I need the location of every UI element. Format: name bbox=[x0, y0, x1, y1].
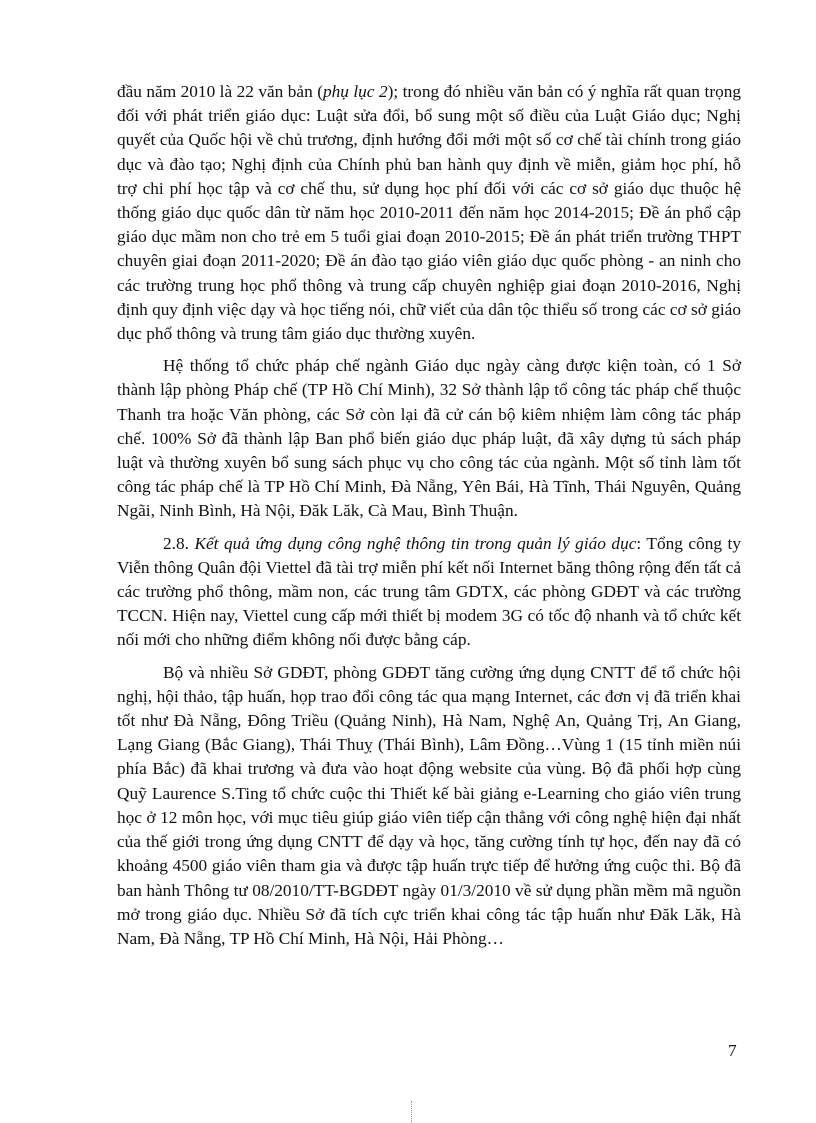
section-number: 2.8. bbox=[163, 533, 195, 553]
paragraph-section-2-8 bbox=[117, 532, 741, 653]
paragraph-legal-organization bbox=[117, 354, 741, 523]
paragraph-legal-documents bbox=[117, 80, 741, 346]
page-number: 7 bbox=[728, 1041, 737, 1060]
footer-divider bbox=[411, 1101, 412, 1123]
paragraph-text: ); trong đó nhiều văn bản có ý nghĩa rất quan trọng đối với phát triển giáo dục: Luật sửa đổi, bổ sung một số điều của Luật Giáo dục; Nghị quyết của Quốc hội về chủ trương, định hướng đổi mới một số cơ chế tài chính trong giáo dục và đào tạo; Nghị định của Chính phủ ban hành quy định về miễn, giảm học phí, hỗ trợ chi phí học tập và cơ chế thu, sử dụng học phí đối với các cơ sở giáo dục thuộc hệ thống giáo dục quốc dân từ năm học 2010-2011 đến năm học 2014-2015; Đề án phổ cập giáo dục mầm non cho trẻ em 5 tuổi giai đoạn 2010-2015; Đề án phát triển trường THPT chuyên giai đoạn 2011-2020; Đề án đào tạo giáo viên giáo dục quốc phòng - an ninh cho các trường trung học phổ thông và trung cấp chuyên nghiệp giai đoạn 2010-2016, Nghị định quy định việc dạy và học tiếng nói, chữ viết của dân tộc thiểu số trong các cơ sở giáo dục phổ thông và trung tâm giáo dục thường xuyên. bbox=[117, 82, 742, 344]
document-body bbox=[117, 80, 741, 951]
paragraph-italic-text: phụ lục 2 bbox=[322, 82, 388, 101]
paragraph-it-application bbox=[117, 661, 741, 951]
paragraph-text: Hệ thống tổ chức pháp chế ngành Giáo dục ngày càng được kiện toàn, có 1 Sở thành lập phòng Pháp chế (TP Hồ Chí Minh), 32 Sở thành lập tổ công tác pháp chế thuộc Thanh tra hoặc Văn phòng, các Sở còn lại đã cử cán bộ kiêm nhiệm làm công tác pháp chế. 100% Sở đã thành lập Ban phổ biến giáo dục pháp luật, đã xây dựng tủ sách pháp luật và thường xuyên bổ sung sách phục vụ cho công tác của ngành. Một số tỉnh làm tốt công tác pháp chế là TP Hồ Chí Minh, Đà Nẵng, Yên Bái, Hà Tĩnh, Thái Nguyên, Quảng Ngãi, Ninh Bình, Hà Nội, Đăk Lăk, Cà Mau, Bình Thuận. bbox=[117, 356, 741, 521]
paragraph-text: Bộ và nhiều Sở GDĐT, phòng GDĐT tăng cường ứng dụng CNTT để tổ chức hội nghị, hội thảo, tập huấn, họp trao đổi công tác qua mạng Internet, các đơn vị đã triển khai tốt như Đà Nẵng, Đông Triều (Quảng Ninh), Hà Nam, Nghệ An, Quảng Trị, An Giang, Lạng Giang (Bắc Giang), Thái Thuỵ (Thái Bình), Lâm Đồng…Vùng 1 (15 tỉnh miền núi phía Bắc) đã khai trương và đưa vào hoạt động website của vùng. Bộ đã phối hợp cùng Quỹ Laurence S.Ting tổ chức cuộc thi Thiết kế bài giảng e-Learning cho giáo viên trung học ở 12 môn học, với mục tiêu giúp giáo viên tiếp cận thẳng với công nghệ hiện đại nhất của thế giới trong ứng dụng CNTT để dạy và học, tăng cường tính tự học, đến nay đã có khoảng 4500 giáo viên tham gia và được tập huấn trực tiếp để hưởng ứng cuộc thi. Bộ đã ban hành Thông tư 08/2010/TT-BGDĐT ngày 01/3/2010 về sử dụng phần mềm mã nguồn mở trong giáo dục. Nhiều Sở đã tích cực triển khai công tác tập huấn như Đăk Lăk, Hà Nam, Đà Nẵng, TP Hồ Chí Minh, Hà Nội, Hải Phòng… bbox=[117, 662, 741, 948]
paragraph-text: đầu năm 2010 là 22 văn bản ( bbox=[117, 82, 323, 101]
section-heading: Kết quả ứng dụng công nghệ thông tin trong quản lý giáo dục bbox=[194, 533, 637, 553]
paragraph-text: : Tổng công ty Viễn thông Quân đội Viettel đã tài trợ miễn phí kết nối Internet băng thông rộng đến tất cả các trường phổ thông, mầm non, các trung tâm GDTX, các phòng GDĐT và các trường TCCN. Hiện nay, Viettel cung cấp mới thiết bị modem 3G có tốc độ nhanh và tổ chức kết nối mới cho những điểm không nối được bằng cáp. bbox=[117, 533, 741, 650]
